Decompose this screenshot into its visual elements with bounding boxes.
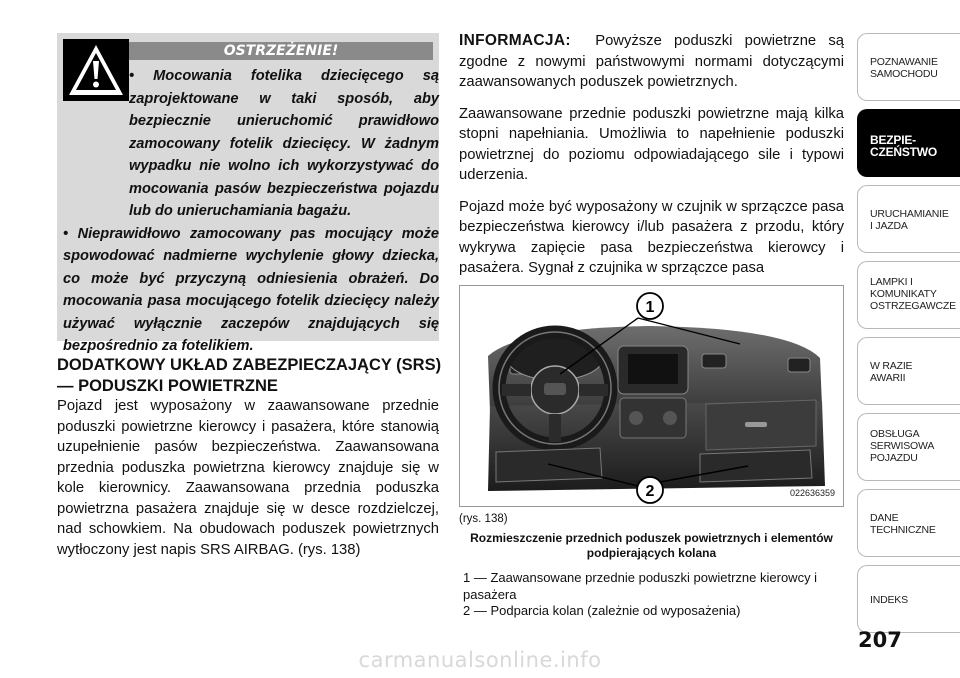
paragraph-3: Pojazd może być wyposażony w czujnik w sprzączce pasa bezpieczeństwa kierowcy i/lub pasażera z przodu, który wykrywa zapięcie pasa bezpieczeństwa kierowcy i pasażera. Sygnał z czujnika w sprzączce pasa	[459, 198, 844, 276]
right-column	[459, 31, 844, 290]
warning-bullet-1: • Mocowania fotelika dziecięcego są zaprojektowane w taki sposób, aby bezpiecznie unieruchomić prawidłowo zamocowany fotelik dziecięcy. W żadnym wypadku nie wolno ich wykorzystywać do mocowania pasów bezpieczeństwa pojazdu lub do unieruchamiania bagażu.	[129, 68, 439, 219]
tab-bezpieczenstwo[interactable]	[857, 109, 960, 177]
legend-item-2: 2 — Podparcia kolan (zależnie od wyposażenia)	[463, 603, 741, 618]
warning-header: OSTRZEŻENIE!	[129, 42, 433, 60]
tab-label: BEZPIE- CZEŃSTWO	[870, 133, 938, 159]
tab-label: POZNAWANIE SAMOCHODU	[870, 56, 938, 80]
tab-label: LAMPKI I KOMUNIKATY OSTRZEGAWCZE	[870, 276, 956, 312]
figure-caption: Rozmieszczenie przednich poduszek powietrznych i elementów podpierających kolana	[470, 531, 833, 560]
paragraph-2: Zaawansowane przednie poduszki powietrzne mają kilka stopni napełniania. Umożliwia to napełnienie poduszki powietrznej do poziomu odpowiadającego sile i typowi uderzenia.	[459, 105, 844, 183]
tab-dane-techniczne[interactable]	[857, 489, 960, 557]
watermark: carmanualsonline.info	[358, 648, 602, 672]
tab-indeks[interactable]	[857, 565, 960, 633]
callout-1: 1	[645, 299, 655, 316]
tab-w-razie-awarii[interactable]	[857, 337, 960, 405]
warning-text	[57, 65, 439, 358]
section-title: DODATKOWY UKŁAD ZABEZPIECZAJĄCY (SRS) — PODUSZKI POWIETRZNE	[57, 356, 442, 395]
tab-poznawanie-samochodu[interactable]	[857, 33, 960, 101]
info-label: INFORMACJA:	[459, 32, 571, 49]
tab-label: W RAZIE AWARII	[870, 360, 913, 384]
tab-uruchamianie-i-jazda[interactable]	[857, 185, 960, 253]
page-number: 207	[858, 628, 902, 652]
chapter-tabs	[857, 33, 960, 641]
tab-obsluga-serwisowa[interactable]	[857, 413, 960, 481]
dashboard-figure	[459, 285, 844, 507]
info-text: Powyższe poduszki powietrzne są zgodne z nowymi państwowymi normami dotyczącymi zaawansowanych poduszek powietrznych.	[459, 33, 844, 90]
section-body: Pojazd jest wyposażony w zaawansowane przednie poduszki powietrzne kierowcy i pasażera, które stanowią uzupełnienie pasów bezpieczeństwa. Zaawansowana przednia poduszka powietrzna kierowcy znajduje się w kole kierownicy. Zaawansowana przednia poduszka powietrzna pasażera znajduje się w desce rozdzielczej, nad schowkiem. Na obudowach poduszek powietrznych wytłoczony jest napis SRS AIRBAG. (rys. 138)	[57, 398, 439, 558]
tab-label: INDEKS	[870, 594, 908, 606]
tab-label: DANE TECHNICZNE	[870, 512, 936, 536]
callout-2: 2	[645, 483, 655, 500]
tab-label: URUCHAMIANIE I JAZDA	[870, 208, 949, 232]
figure-number: (rys. 138)	[459, 513, 508, 525]
figure-legend	[463, 570, 843, 620]
warning-bullet-2: • Nieprawidłowo zamocowany pas mocujący może spowodować nadmierne wychylenie głowy dziecka, co może być przyczyną odniesienia obrażeń. Do mocowania pasa mocującego fotelik dziecięcy należy używać wyłącznie zaczepów znajdujących się bezpośrednio za fotelikiem.	[63, 225, 439, 354]
tab-label: OBSŁUGA SERWISOWA POJAZDU	[870, 428, 935, 464]
warning-box	[57, 33, 439, 354]
dashboard-illustration	[460, 286, 844, 507]
figure-code: 022636359	[789, 488, 835, 498]
info-paragraph	[459, 31, 844, 93]
legend-item-1: 1 — Zaawansowane przednie poduszki powietrzne kierowcy i pasażera	[463, 570, 818, 602]
tab-lampki-i-komunikaty[interactable]	[857, 261, 960, 329]
